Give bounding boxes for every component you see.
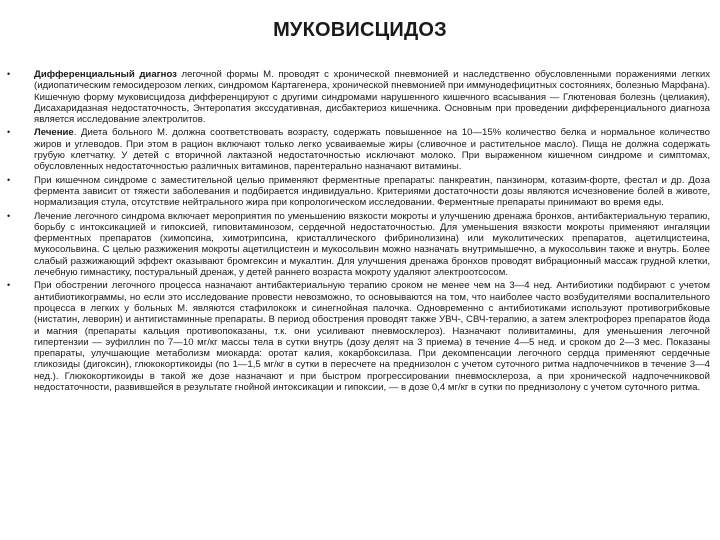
- bullet-icon: •: [7, 280, 11, 291]
- bullet-icon: •: [7, 69, 11, 79]
- paragraph: [34, 175, 710, 209]
- paragraph-body: легочной формы М. проводят с хронической пневмонией и наследственно обусловленными поражениями легких (идиопатическим гемосидерозом легких, синдромом Картагенера, хронической пневмонией при иммунодефицитных состояниях, болезнью Марфана). Кишечную форму муковисцидоза дифференцируют с другими синдромами нарушенного кишечного всасывания — Глютеновая болезнь (целиакия), Дисахаридазная недостаточность, Энтеропатия экссудативная, дисбактериоз кишечника. Основным при проведении дифференциального диагноза является исследование электролитов.: [34, 69, 710, 126]
- list-item: [0, 69, 720, 125]
- bullet-icon: •: [7, 174, 11, 185]
- list-item: [0, 280, 720, 393]
- paragraph: [34, 280, 710, 393]
- list-item: [0, 211, 720, 279]
- paragraph: [34, 69, 710, 125]
- list-item: [0, 175, 720, 209]
- paragraph-body: При обострении легочного процесса назначают антибактериальную терапию сроком не менее чем на 3—4 нед. Антибиотики подбирают с учетом антибиотикограммы, но если это исследование провести невозможно, то основываются на том, что наиболее часто возбудителями воспалительного процесса в легких у больных М. являются стафилококк и синегнойная палочка. Одновременно с антибиотиками используют противогрибковые (нистатин, леворин) и антигистаминные препараты. В период обострения проводят также УВЧ-, СВЧ-терапию, а затем электрофорез препаратов йода и магния (препараты кальция противопоказаны, т.к. они усиливают пневмосклероз). Назначают поливитамины, для уменьшения легочной гипертензии — эуфиллин по 7—10 мг/кг массы тела в сутки внутрь (дозу делят на 3 приема) в течение 4—5 нед. и сроком до 2—3 мес. Показаны препараты, улучшающие метаболизм миокарда: оротат калия, кокарбоксилаза. При декомпенсации легочного сердца применяют сердечные гликозиды (дигоксин), глюкокортикоиды (по 1—1,5 мг/кг в сутки в пересчете на преднизолон с учетом суточного ритма надпочечников в течение 3—4 нед.). Глюкокортикоиды в такой же дозе назначают и при быстром прогрессировании пневмосклероза, а при хронической надпочечниковой недостаточности, развившейся в результате гнойной интоксикации и гипоксии, — в дозе 0,4 мг/кг в сутки по преднизолону с учетом суточного ритма.: [34, 280, 710, 394]
- paragraph-body: При кишечном синдроме с заместительной целью применяют ферментные препараты: панкреатин, панзинорм, котазим-форте, фестал и др. Доза фермента зависит от тяжести заболевания и подбирается индивидуально. Критериями достаточности дозы являются исчезновение болей в животе, нормализация стула, отсутствие нейтрального жира при копрологическом исследовании. Ферментные препараты принимают во время еды.: [34, 174, 710, 209]
- bullet-icon: •: [7, 127, 11, 138]
- bullet-list: [0, 69, 720, 393]
- list-item: [0, 127, 720, 172]
- bullet-icon: •: [7, 210, 11, 221]
- paragraph-lead: Дифференциальный диагноз: [34, 69, 177, 80]
- paragraph-lead: Лечение: [34, 127, 74, 139]
- paragraph-body: . Диета больного М. должна соответствовать возрасту, содержать повышенное на 10—15% количество белка и нормальное количество жиров и углеводов. При этом в рацион включают только легко усваиваемые жиры (сливочное и растительное масло). Пища не должна содержать грубую клетчатку. У детей с вторичной лактазной недостаточностью исключают молоко. При выраженном кишечном синдроме и симптомах, обусловленных недостаточностью различных витаминов, парентерально назначают витамины.: [34, 127, 710, 173]
- paragraph: [34, 211, 710, 278]
- paragraph: [34, 127, 710, 172]
- paragraph-body: Лечение легочного синдрома включает мероприятия по уменьшению вязкости мокроты и улучшению дренажа бронхов, антибактериальную терапию, борьбу с интоксикацией и гипоксией, гиповитаминозом, сердечной недостаточностью. Для уменьшения вязкости мокроты применяют ингаляции ферментных препаратов (химопсина, химотрипсина, кристаллического фибринолизина) или муколитических препаратов, ацетилцистеина, мукосольвина. С целью разжижения мокроты ацетилцистеин и мукосольвин можно назначать внутримышечно, а мукосольвин также и внутрь. Более слабый разжижающий эффект оказывают бромгексин и мукалтин. Для улучшения дренажа бронхов проводят вибрационный массаж грудной клетки, лечебную гимнастику, постуральный дренаж, у детей раннего возраста мокроту удаляют электроотсосом.: [34, 210, 710, 279]
- page-title: МУКОВИСЦИДОЗ: [273, 19, 447, 41]
